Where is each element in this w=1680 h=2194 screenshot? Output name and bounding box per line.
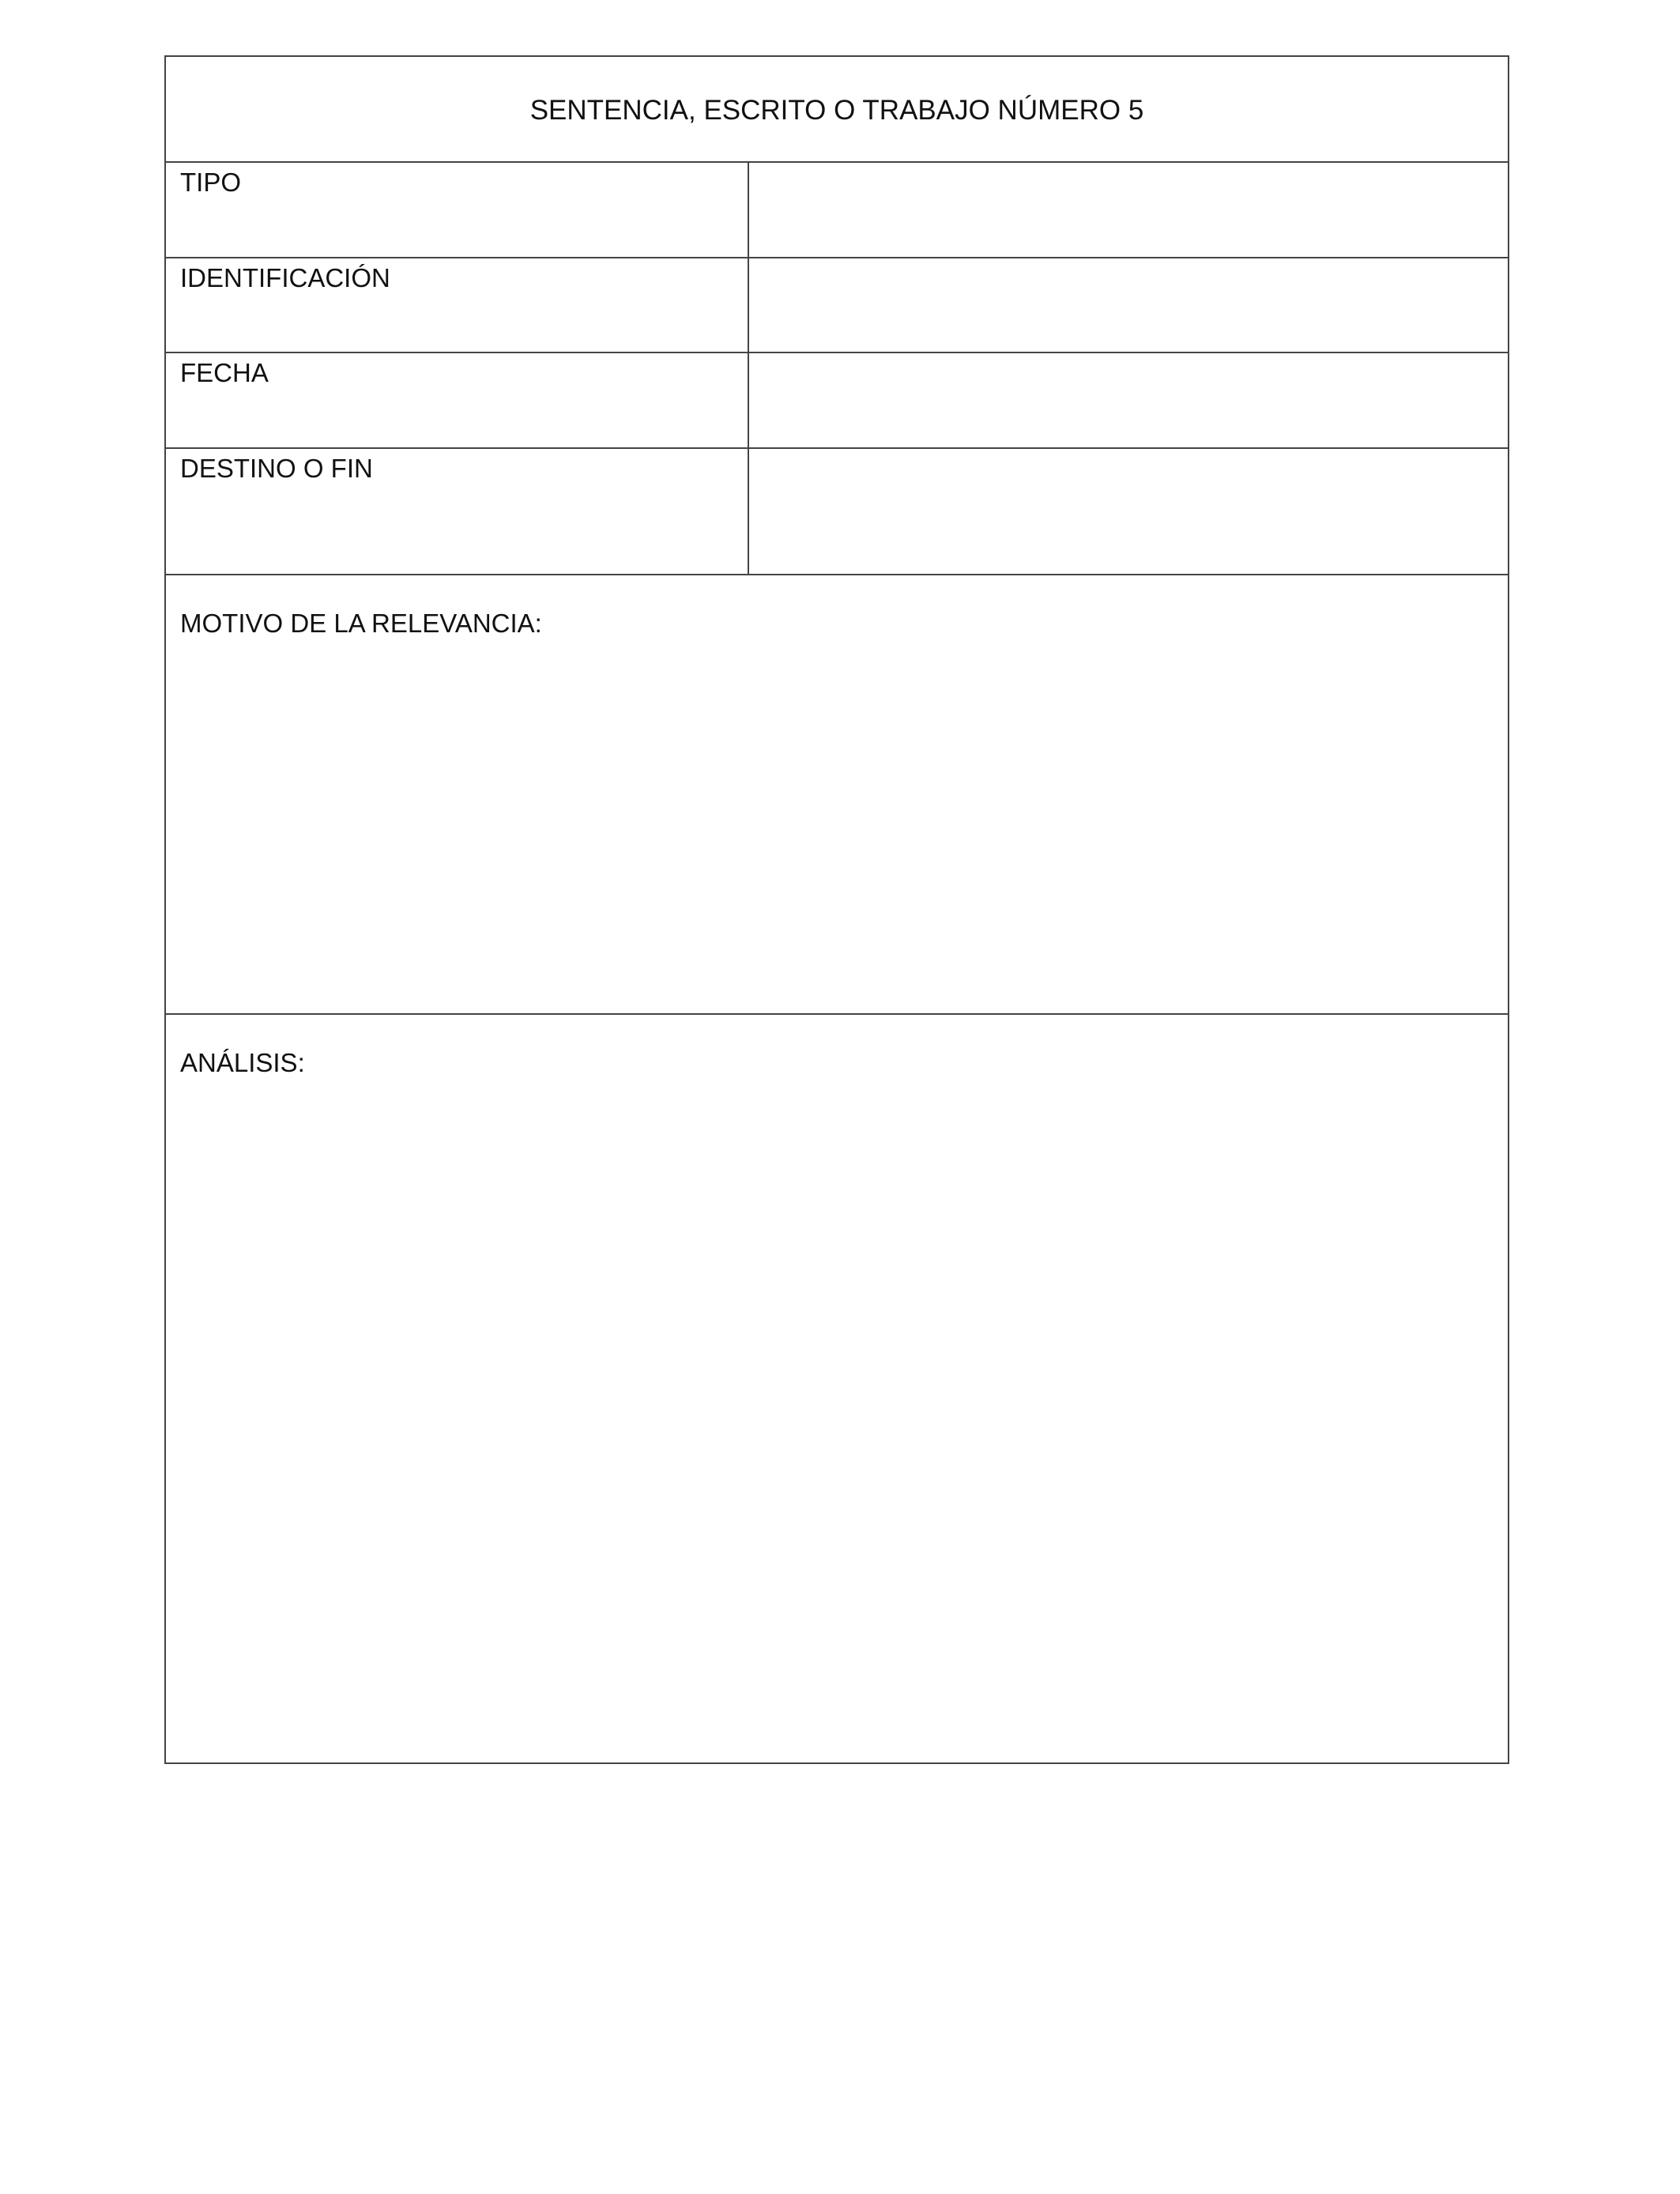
section-text-motivo[interactable] <box>166 654 1508 1013</box>
field-row-tipo <box>166 163 1508 258</box>
field-row-fecha <box>166 353 1508 449</box>
form-title-row <box>166 57 1508 163</box>
field-value-tipo[interactable] <box>748 163 1508 257</box>
field-value-destino[interactable] <box>748 449 1508 574</box>
section-text-analisis[interactable] <box>166 1094 1508 1764</box>
field-label-destino: DESTINO O FIN <box>180 454 373 483</box>
form-title: SENTENCIA, ESCRITO O TRABAJO NÚMERO 5 <box>529 95 1144 126</box>
section-motivo-relevancia <box>166 575 1508 1015</box>
field-row-destino <box>166 449 1508 575</box>
field-row-identificacion <box>166 258 1508 353</box>
field-value-fecha[interactable] <box>748 353 1508 447</box>
section-analisis <box>166 1015 1508 1764</box>
field-label-tipo: TIPO <box>180 168 242 197</box>
field-value-identificacion[interactable] <box>748 258 1508 352</box>
section-label-motivo: MOTIVO DE LA RELEVANCIA: <box>180 609 542 638</box>
field-label-identificacion: IDENTIFICACIÓN <box>180 263 390 292</box>
record-form-table <box>164 55 1509 1764</box>
section-label-analisis: ANÁLISIS: <box>180 1048 305 1077</box>
field-label-fecha: FECHA <box>180 358 269 387</box>
